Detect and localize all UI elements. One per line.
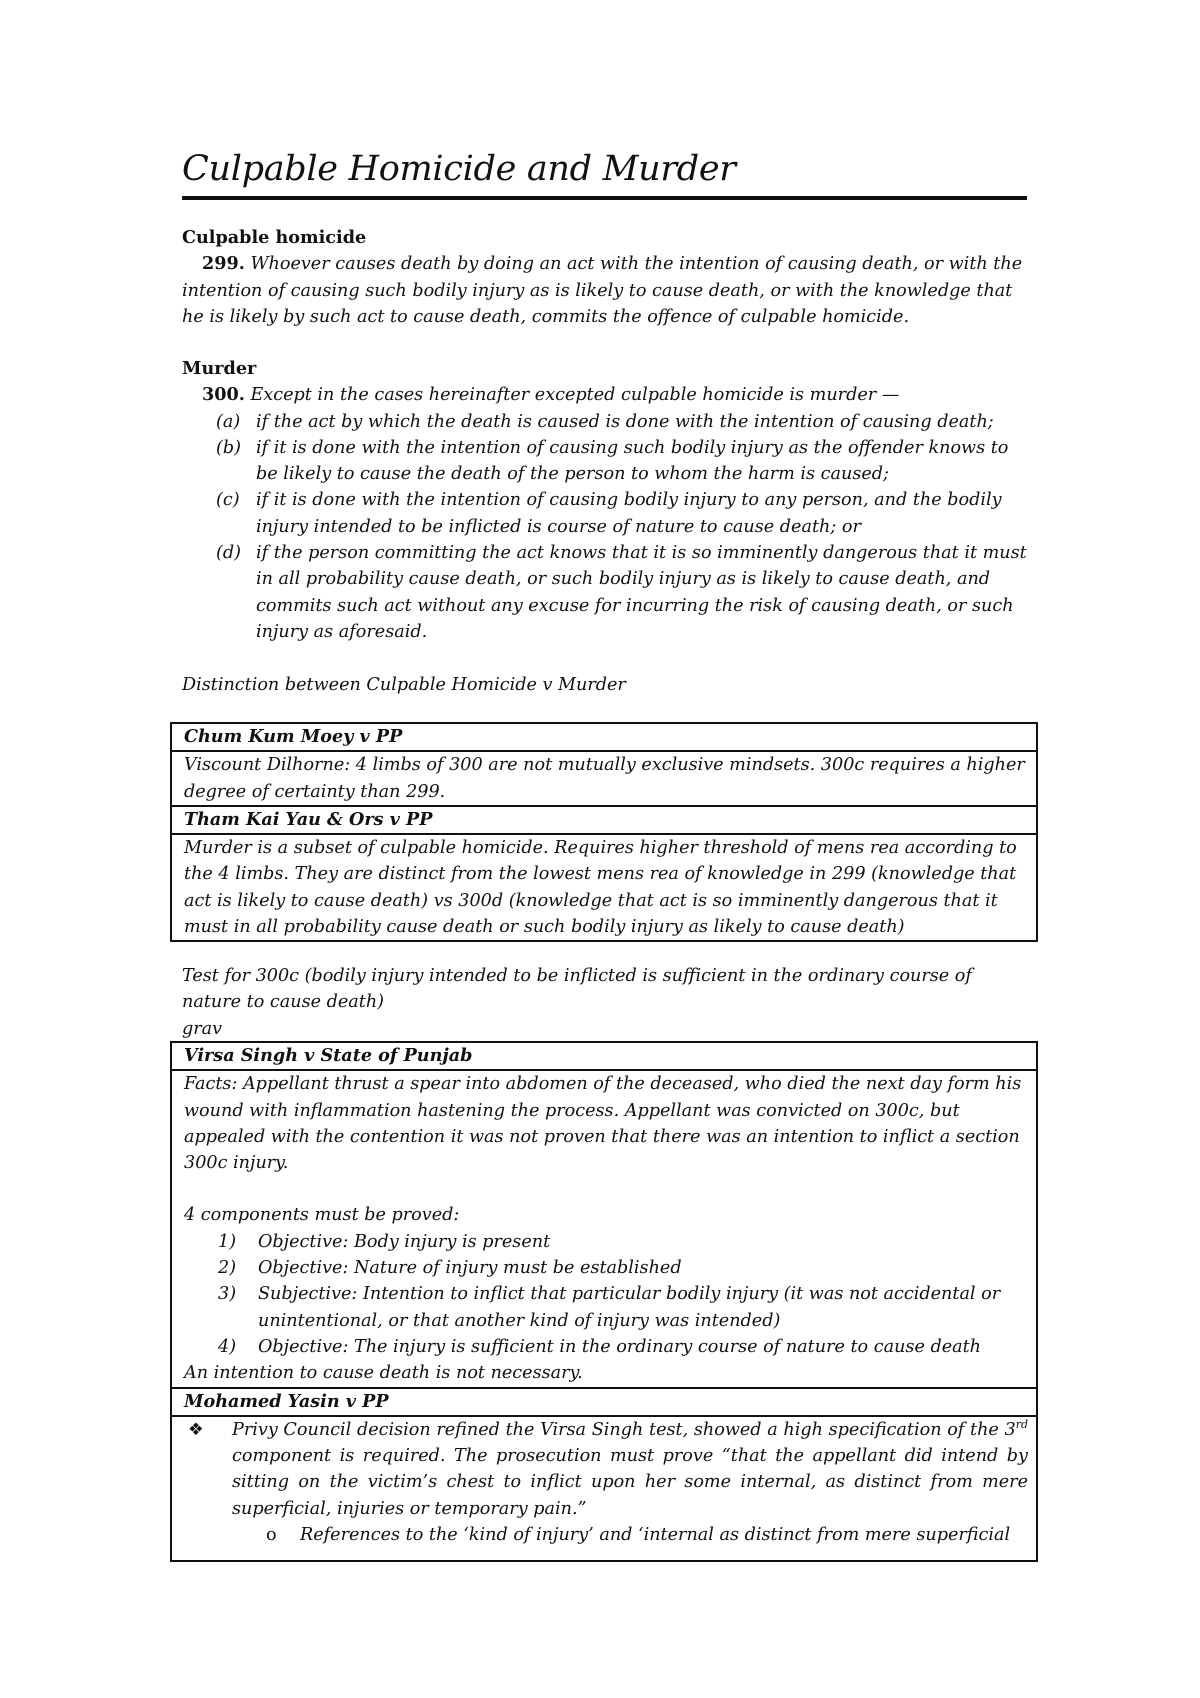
component-item — [184, 1281, 1028, 1334]
limb-c — [182, 487, 1027, 540]
component-marker: 2) — [218, 1258, 237, 1279]
spacer — [184, 1176, 1028, 1202]
distinction-cases-table — [170, 722, 1038, 942]
limb-marker: (d) — [216, 543, 241, 564]
table-row — [171, 723, 1037, 751]
components-outro: An intention to cause death is not necessary. — [184, 1363, 583, 1384]
ordinal-suffix: rd — [1015, 1418, 1028, 1431]
test-300c-note: grav — [182, 1018, 223, 1039]
component-marker: 1) — [218, 1231, 237, 1252]
page-title: Culpable Homicide and Murder — [182, 146, 1027, 200]
bullet-text-part-a: Privy Council decision refined the Virsa Singh test, showed a high specification of the 3 — [232, 1419, 1016, 1440]
limb-text: if it is done with the intention of causing bodily injury to any person, and the bodily injury intended to be inflicted is course of nature to cause death; or — [256, 490, 1002, 537]
component-text: Objective: Body injury is present — [258, 1231, 551, 1252]
case-text-tham-kai-yau: Murder is a subset of culpable homicide. Requires higher threshold of mens rea according to the 4 limbs. They are distinct from the lowest mens rea of knowledge in 299 (knowledge that act is likely to cause death) vs 300d (knowledge that act is so imminently dangerous that it must in all probability cause death or such bodily injury as likely to cause death) — [171, 834, 1037, 941]
limb-text: if the person committing the act knows that it is so imminently dangerous that it must in all probability cause death, or such bodily injury as is likely to cause death, and commits such act without any excuse for incurring the risk of causing death, or such injury as aforesaid. — [256, 543, 1027, 642]
component-item — [184, 1229, 1028, 1255]
table-row — [171, 1416, 1037, 1561]
component-text: Objective: Nature of injury must be established — [258, 1258, 682, 1279]
table-row — [171, 1070, 1037, 1387]
test-300c-heading: Test for 300c (bodily injury intended to be inflicted is sufficient in the ordinary course of nature to cause death) — [182, 966, 972, 1013]
case-name-chum-kum-moey: Chum Kum Moey v PP — [171, 723, 1037, 751]
section-300-intro-text: Except in the cases hereinafter excepted culpable homicide is murder — — [250, 385, 900, 406]
limb-d — [182, 540, 1027, 645]
component-marker: 4) — [218, 1336, 237, 1357]
component-item — [184, 1334, 1028, 1360]
limb-marker: (c) — [216, 490, 240, 511]
culpable-homicide-heading: Culpable homicide — [182, 227, 367, 248]
table-row — [171, 751, 1037, 806]
case-body-virsa-singh — [171, 1070, 1037, 1387]
component-text: Subjective: Intention to inflict that particular bodily injury (it was not accidental or unintentional, or that another kind of injury was intended) — [258, 1284, 1001, 1331]
limb-a — [182, 409, 1027, 435]
component-item — [184, 1255, 1028, 1281]
table-row — [171, 806, 1037, 834]
limb-marker: (a) — [216, 411, 241, 432]
limb-text: if the act by which the death is caused is done with the intention of causing death; — [256, 411, 994, 432]
sub-bullet-item — [184, 1522, 1028, 1548]
case-text-chum-kum-moey: Viscount Dilhorne: 4 limbs of 300 are not mutually exclusive mindsets. 300c requires a higher degree of certainty than 299. — [171, 751, 1037, 806]
section-300-number: 300. — [202, 384, 245, 406]
distinction-heading: Distinction between Culpable Homicide v Murder — [182, 675, 626, 695]
limb-b — [182, 435, 1027, 488]
case-body-mohamed-yasin — [171, 1416, 1037, 1561]
murder-section — [182, 356, 1027, 645]
test-cases-table — [170, 1041, 1038, 1562]
case-name-virsa-singh: Virsa Singh v State of Punjab — [171, 1042, 1037, 1070]
section-299-number: 299. — [202, 253, 245, 275]
case-name-mohamed-yasin: Mohamed Yasin v PP — [171, 1388, 1037, 1416]
limb-text: if it is done with the intention of causing such bodily injury as the offender knows to be likely to cause the death of the person to whom the harm is caused; — [256, 437, 1009, 485]
table-row — [171, 1042, 1037, 1070]
circle-bullet-icon: o — [266, 1525, 277, 1546]
murder-heading: Murder — [182, 358, 257, 379]
component-marker: 3) — [218, 1284, 237, 1305]
culpable-homicide-section — [182, 225, 1027, 330]
section-299-body: Whoever causes death by doing an act with the intention of causing death, or with the intention of causing such bodily injury as is likely to cause death, or with the knowledge that he is likely by such act to cause death, commits the offence of culpable homicide. — [182, 254, 1023, 327]
case-name-tham-kai-yau: Tham Kai Yau & Ors v PP — [171, 806, 1037, 834]
test-300c-section — [182, 963, 1027, 1042]
bullet-text-part-b: component is required. The prosecution must prove “that the appellant did intend by sitting on the victim’s chest to inflict upon her some internal, as distinct from mere superficial, injuries or temporary pain.” — [232, 1446, 1028, 1519]
table-row — [171, 834, 1037, 941]
components-intro: 4 components must be proved: — [184, 1205, 460, 1226]
sub-bullet-text: References to the ‘kind of injury’ and ‘internal as distinct from mere superficial — [300, 1525, 1011, 1546]
bullet-item — [184, 1417, 1028, 1522]
section-300-intro — [182, 382, 1027, 408]
section-299-text — [182, 251, 1027, 330]
limb-marker: (b) — [216, 437, 241, 458]
table-row — [171, 1388, 1037, 1416]
component-text: Objective: The injury is sufficient in the ordinary course of nature to cause death — [258, 1336, 982, 1357]
diamond-bullet-icon: ❖ — [188, 1419, 204, 1440]
virsa-singh-facts: Facts: Appellant thrust a spear into abdomen of the deceased, who died the next day form his wound with inflammation hastening the process. Appellant was convicted on 300c, but appealed with the contention it was not proven that there was an intention to inflict a section 300c injury. — [184, 1074, 1022, 1174]
bullet-text — [232, 1417, 1028, 1522]
